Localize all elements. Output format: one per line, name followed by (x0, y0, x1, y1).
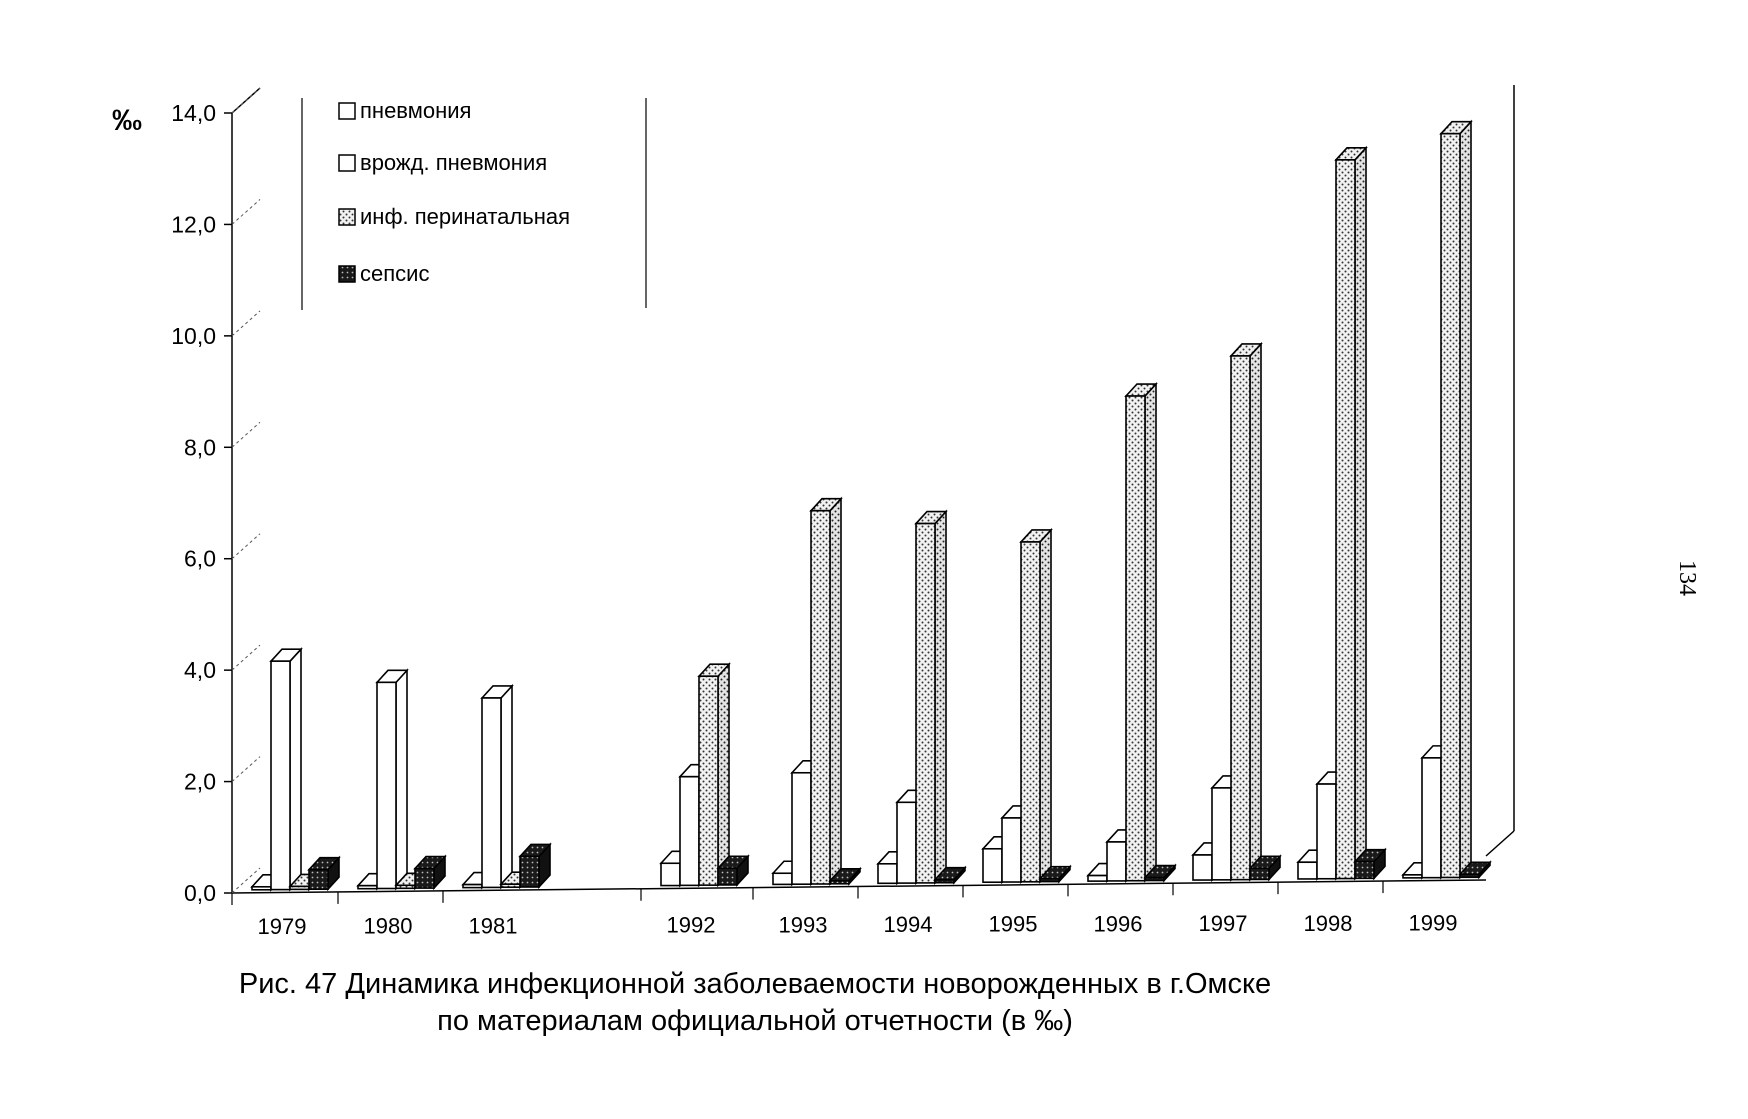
bar-1999-series-4 (1460, 874, 1479, 877)
bar-1992-series-3 (699, 676, 718, 885)
bar-1979-series-2-side (290, 649, 301, 889)
bar-1996-series-3-side (1145, 384, 1156, 881)
bar-1981-series-3 (501, 884, 520, 887)
bar-1980-series-4 (415, 869, 434, 889)
bar-1979-series-4 (309, 870, 328, 890)
bar-1994-series-2 (897, 802, 916, 883)
bar-1999-series-3 (1441, 134, 1460, 878)
bar-1996-series-4 (1145, 878, 1164, 881)
legend-swatch (339, 103, 355, 119)
bar-1994-series-1 (878, 864, 897, 884)
bar-1997-series-4 (1250, 868, 1269, 879)
y-tick-label: 8,0 (184, 434, 216, 461)
x-tick-label: 1992 (666, 912, 716, 938)
legend-swatch (339, 209, 355, 225)
bar-1999-series-1 (1403, 875, 1422, 878)
bar-1996-series-2 (1107, 842, 1126, 881)
bar-1993-series-1 (773, 873, 792, 884)
figure-caption-line2: по материалам официальной отчетности (в ‰) (437, 1005, 1073, 1037)
bar-1998-series-4 (1355, 862, 1374, 879)
bar-1993-series-2 (792, 773, 811, 884)
legend-swatch (339, 155, 355, 171)
legend-swatch (339, 266, 355, 282)
y-gridline-diagonal (232, 422, 260, 447)
bar-1993-series-3 (811, 511, 830, 884)
x-tick-label: 1981 (468, 913, 518, 939)
bar-1995-series-2 (1002, 818, 1021, 882)
x-tick-label: 1993 (778, 912, 828, 938)
x-tick-label: 1980 (363, 913, 413, 939)
y-gridline-diagonal (232, 311, 260, 336)
bar-1998-series-3 (1336, 160, 1355, 879)
bar-1992-series-1 (661, 863, 680, 885)
y-tick-label: 0,0 (184, 880, 216, 906)
bar-1995-series-3-side (1040, 530, 1051, 882)
x-tick-label: 1997 (1198, 911, 1248, 937)
bar-1995-series-3 (1021, 542, 1040, 882)
bar-1992-series-3-side (718, 664, 729, 885)
y-tick-label: 14,0 (171, 100, 216, 126)
bar-1999-series-3-side (1460, 122, 1471, 878)
bar-1997-series-1 (1193, 855, 1212, 880)
bar-1979-series-2 (271, 661, 290, 889)
bar-1981-series-1 (463, 885, 482, 888)
bar-1980-series-3 (396, 885, 415, 888)
y-gridline-diagonal (232, 645, 260, 670)
legend-label: врожд. пневмония (360, 150, 548, 175)
y-tick-label: 6,0 (184, 545, 216, 572)
x-tick-label: 1994 (883, 912, 933, 938)
bar-1998-series-1 (1298, 862, 1317, 879)
y-gridline-diagonal (232, 534, 260, 559)
bar-1997-series-3-side (1250, 344, 1261, 880)
bar-1979-series-1 (252, 887, 271, 890)
bar-1998-series-2 (1317, 784, 1336, 879)
legend (302, 98, 646, 310)
bar-1981-series-4 (520, 856, 539, 887)
bar-1992-series-4 (718, 868, 737, 885)
bar-1994-series-3-side (935, 512, 946, 883)
bar-1980-series-2-side (396, 670, 407, 888)
bar-1995-series-4 (1040, 879, 1059, 882)
y-gridline-diagonal (232, 199, 260, 224)
bar-1996-series-1 (1088, 876, 1107, 882)
y-axis-ticks (171, 88, 260, 906)
y-tick-label: 12,0 (171, 211, 216, 238)
bar-1993-series-3-side (830, 499, 841, 884)
bar-1994-series-4 (935, 880, 954, 883)
bar-1981-series-2-side (501, 686, 512, 887)
bar-1993-series-4 (830, 881, 849, 884)
x-tick-label: 1996 (1093, 911, 1143, 937)
y-tick-label: 10,0 (171, 322, 216, 349)
bar-1999-series-2 (1422, 758, 1441, 878)
bar-1997-series-2 (1212, 788, 1231, 880)
x-tick-label: 1998 (1303, 910, 1353, 936)
y-axis-unit-label: ‰ (112, 104, 142, 137)
x-tick-label: 1999 (1408, 910, 1458, 936)
bar-1998-series-3-side (1355, 148, 1366, 879)
legend-label: инф. перинатальная (360, 204, 570, 229)
y-tick-label: 2,0 (184, 768, 216, 795)
y-gridline-diagonal (232, 757, 260, 782)
y-tick-label: 4,0 (184, 657, 216, 684)
x-axis-labels (232, 881, 1457, 939)
page-number: 134 (1674, 560, 1700, 596)
bar-1979-series-3 (290, 886, 309, 889)
x-tick-label: 1979 (257, 913, 307, 939)
legend-label: сепсис (360, 261, 430, 286)
figure-caption-line1: Рис. 47 Динамика инфекционной заболеваемости новорожденных в г.Омске (238, 968, 1272, 1000)
bar-1997-series-3 (1231, 356, 1250, 880)
back-wall-right (1486, 831, 1514, 856)
bar-1995-series-1 (983, 849, 1002, 882)
bar-1994-series-3 (916, 524, 935, 883)
x-tick-label: 1995 (988, 911, 1038, 937)
bar-1980-series-1 (358, 886, 377, 889)
legend-label: пневмония (360, 98, 472, 123)
bar-1980-series-2 (377, 682, 396, 888)
bar-1992-series-2 (680, 777, 699, 886)
bar-1981-series-2 (482, 698, 501, 887)
bars (252, 122, 1490, 890)
bar-1996-series-3 (1126, 396, 1145, 881)
